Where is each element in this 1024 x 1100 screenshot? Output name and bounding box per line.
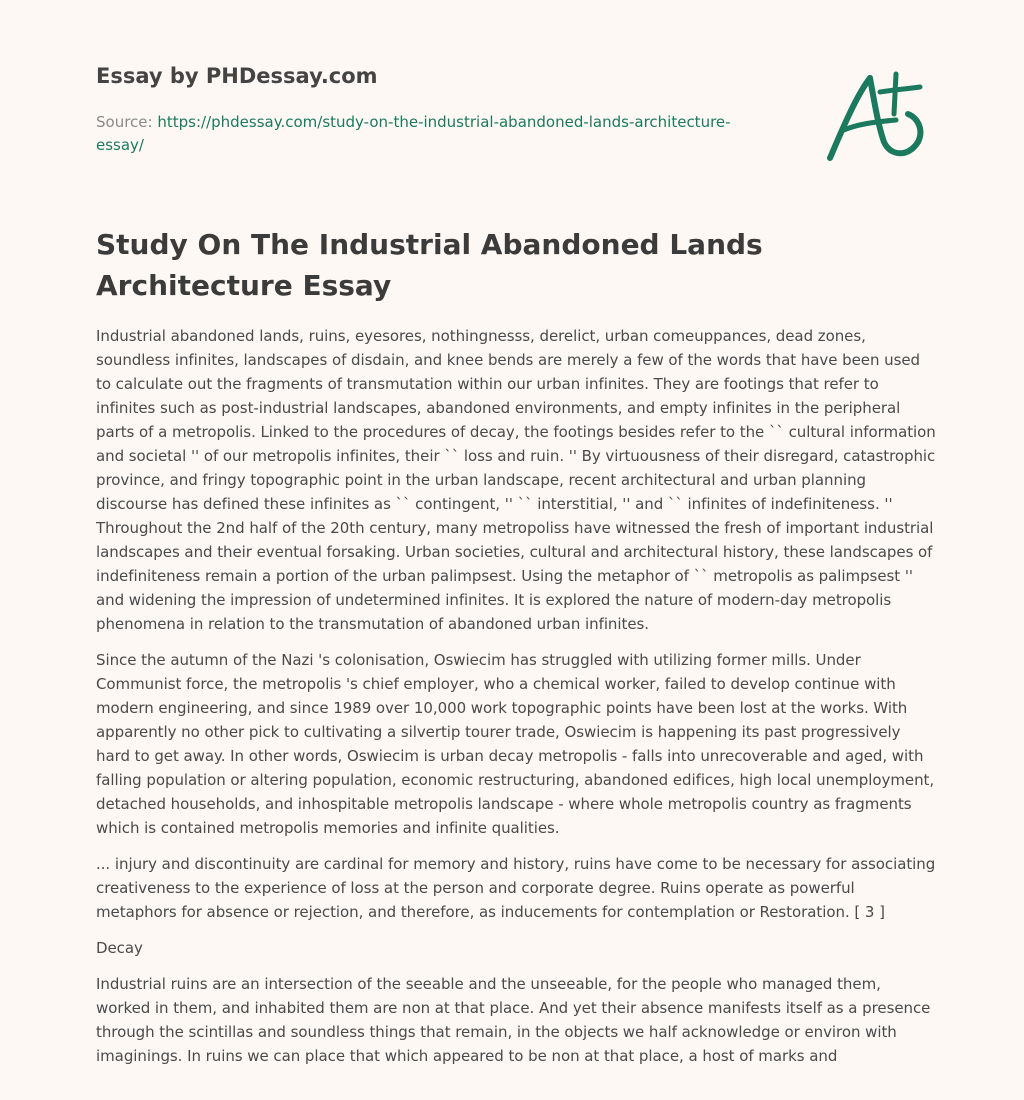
section-heading-decay: Decay: [96, 939, 143, 957]
essay-paragraph: ... injury and discontinuity are cardinal for memory and history, ruins have come to be necessary for associating creativeness to the experience of loss at the person and corporate degree. Ruins operate as powerful metaphors for absence or rejection, and therefore, as inducements for contemplation or Restoration. [ 3 ]: [96, 855, 936, 921]
essay-paragraph: Since the autumn of the Nazi 's colonisation, Oswiecim has struggled with utilizing former mills. Under Communist force, the metropolis 's chief employer, who a chemical worker, failed to develop continue with modern engineering, and since 1989 over 10,000 work topographic points have been lost at the works. With apparently no other pick to cultivating a silvertip tourer trade, Oswiecim is happening its past progressively hard to get away. In other words, Oswiecim is urban decay metropolis - falls into unrecoverable and aged, with falling population or altering population, economic restructuring, abandoned edifices, high local unemployment, detached households, and inhospitable metropolis landscape - where whole metropolis country as fragments which is contained metropolis memories and infinite qualities.: [96, 651, 935, 837]
source-label: Source:: [96, 113, 153, 131]
essay-body: [96, 324, 936, 1080]
essay-title: Study On The Industrial Abandoned Lands Architecture Essay: [96, 228, 763, 302]
source-link[interactable]: https://phdessay.com/study-on-the-industrial-abandoned-lands-architecture-essay/: [96, 113, 731, 154]
site-title: Essay by PHDessay.com: [96, 64, 378, 88]
source-line: [96, 111, 746, 157]
essay-paragraph: Industrial abandoned lands, ruins, eyesores, nothingnesss, derelict, urban comeuppances, dead zones, soundless infinites, landscapes of disdain, and knee bends are merely a few of the words that have been used to calculate out the fragments of transmutation within our urban infinites. They are footings that refer to infinites such as post-industrial landscapes, abandoned environments, and empty infinites in the peripheral parts of a metropolis. Linked to the procedures of decay, the footings besides refer to the `` cultural information and societal '' of our metropolis infinites, their `` loss and ruin. '' By virtuousness of their disregard, catastrophic province, and fringy topographic point in the urban landscape, recent architectural and urban planning discourse has defined these infinites as `` contingent, '' `` interstitial, '' and `` infinites of indefiniteness. '' Throughout the 2nd half of the 20th century, many metropoliss have witnessed the fresh of important industrial landscapes and their eventual forsaking. Urban societies, cultural and architectural history, these landscapes of indefiniteness remain a portion of the urban palimpsest. Using the metaphor of `` metropolis as palimpsest '' and widening the impression of undetermined infinites. It is explored the nature of modern-day metropolis phenomena in relation to the transmutation of abandoned urban infinites.: [96, 327, 936, 633]
a-plus-logo-icon: [822, 70, 930, 164]
essay-paragraph: Industrial ruins are an intersection of the seeable and the unseeable, for the people who managed them, worked in them, and inhabited them are non at that place. And yet their absence manifests itself as a presence through the scintillas and soundless things that remain, in the objects we half acknowledge or environ with imaginings. In ruins we can place that which appeared to be non at that place, a host of marks and: [96, 975, 931, 1065]
